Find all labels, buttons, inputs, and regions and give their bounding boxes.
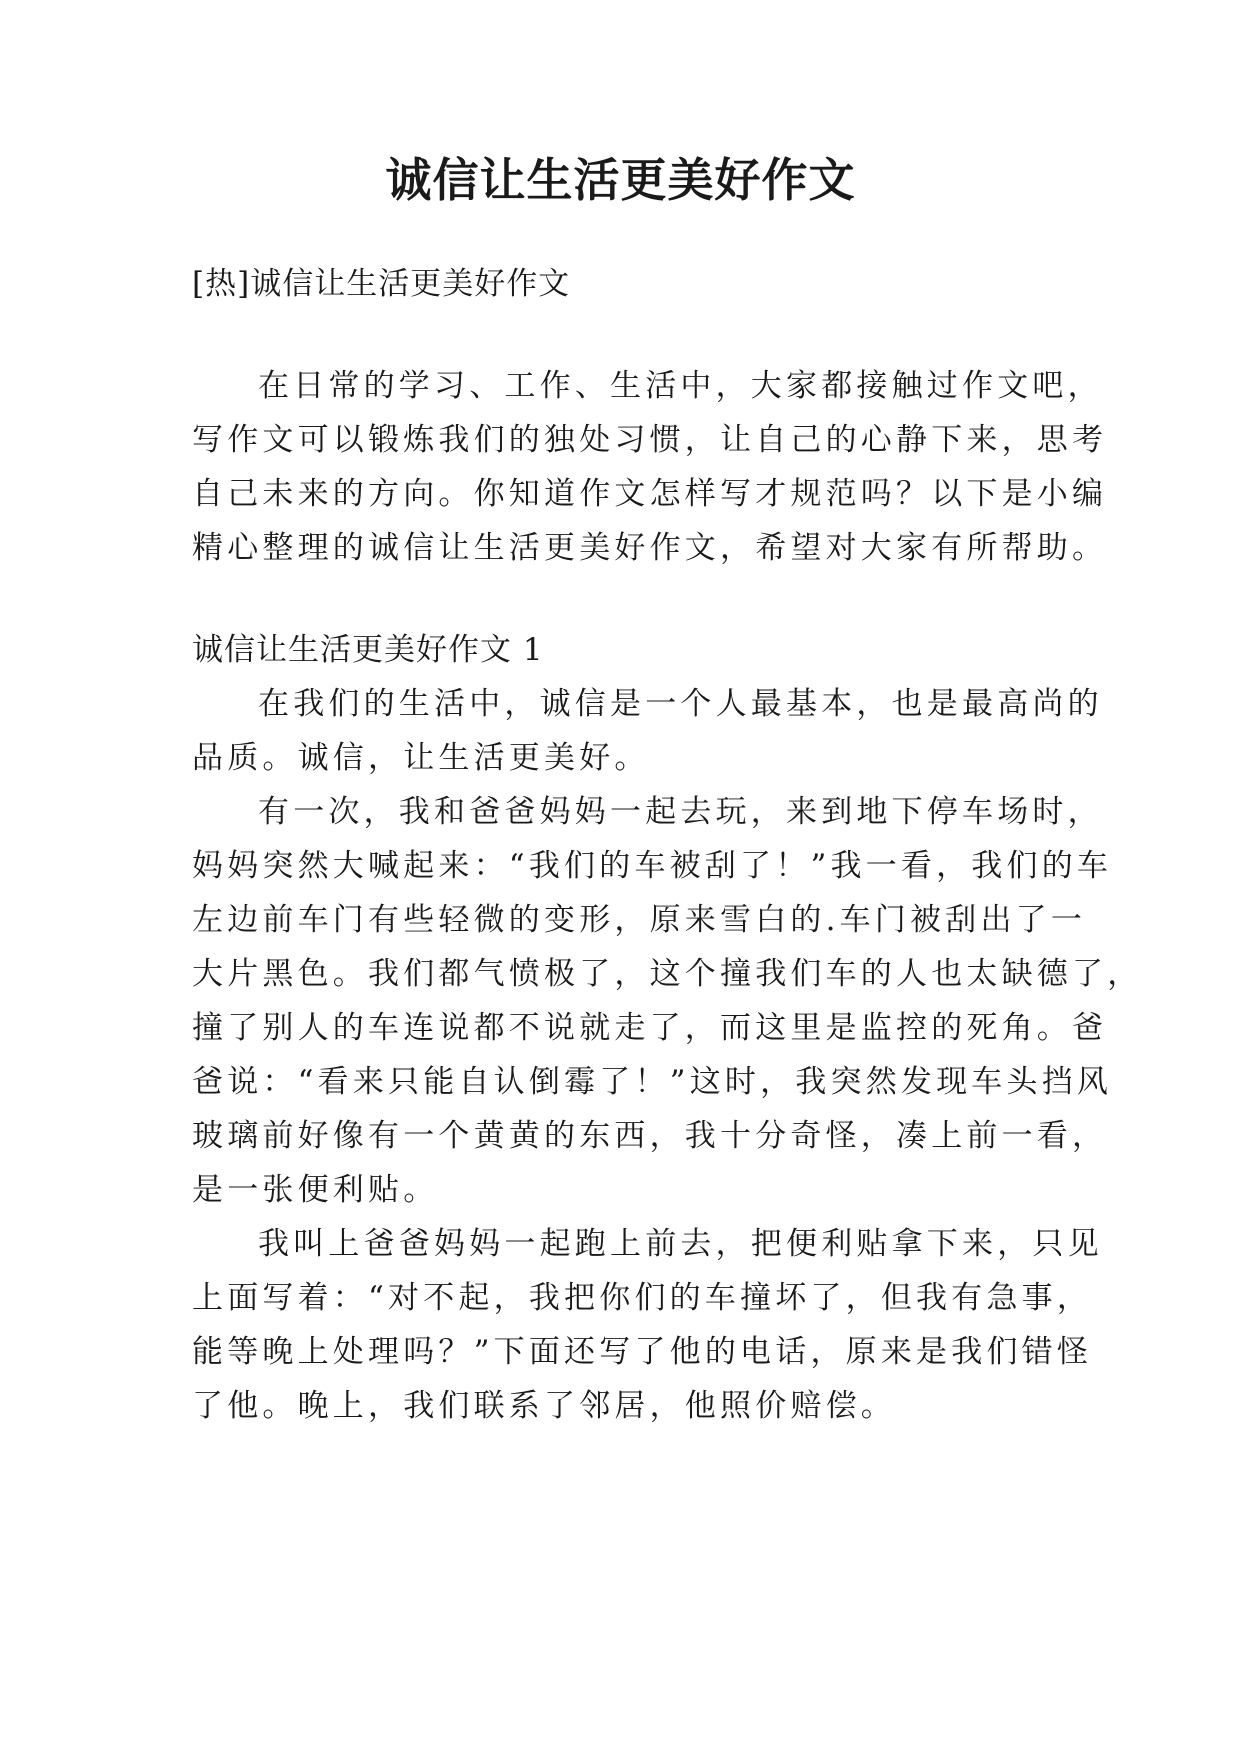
intro-line: 在日常的学习、工作、生活中，大家都接触过作文吧，: [258, 368, 1103, 404]
paragraph-line: 能等晚上处理吗？”下面还写了他的电话，原来是我们错怪: [192, 1334, 1093, 1370]
intro-line: 自己未来的方向。你知道作文怎样写才规范吗？以下是小编: [192, 476, 1108, 512]
paragraph-line: 我叫上爸爸妈妈一起跑上前去，把便利贴拿下来，只见: [258, 1226, 1103, 1262]
document-title: 诚信让生活更美好作文: [385, 153, 856, 207]
document-subtitle: [热]诚信让生活更美好作文: [192, 266, 571, 302]
intro-line: 写作文可以锻炼我们的独处习惯，让自己的心静下来，思考: [192, 422, 1108, 458]
paragraph-line: 上面写着：“对不起，我把你们的车撞坏了，但我有急事，: [192, 1280, 1093, 1316]
paragraph-line: 左边前车门有些轻微的变形，原来雪白的.车门被刮出了一: [192, 902, 1087, 938]
section-heading: 诚信让生活更美好作文 1: [192, 632, 544, 668]
paragraph-line: 有一次，我和爸爸妈妈一起去玩，来到地下停车场时，: [258, 794, 1103, 830]
intro-line: 精心整理的诚信让生活更美好作文，希望对大家有所帮助。: [192, 530, 1108, 566]
paragraph-line: 品质。诚信，让生活更美好。: [192, 740, 650, 776]
paragraph-line: 大片黑色。我们都气愤极了，这个撞我们车的人也太缺德了，: [192, 956, 1143, 992]
paragraph-line: 在我们的生活中，诚信是一个人最基本，也是最高尚的: [258, 686, 1103, 722]
paragraph-line: 了他。晚上，我们联系了邻居，他照价赔偿。: [192, 1388, 896, 1424]
paragraph-line: 爸说：“看来只能自认倒霉了！”这时，我突然发现车头挡风: [192, 1064, 1113, 1100]
paragraph-line: 玻璃前好像有一个黄黄的东西，我十分奇怪，凑上前一看，: [192, 1118, 1108, 1154]
paragraph-line: 是一张便利贴。: [192, 1172, 439, 1208]
paragraph-line: 妈妈突然大喊起来：“我们的车被刮了！”我一看，我们的车: [192, 848, 1113, 884]
paragraph-line: 撞了别人的车连说都不说就走了，而这里是监控的死角。爸: [192, 1010, 1108, 1046]
